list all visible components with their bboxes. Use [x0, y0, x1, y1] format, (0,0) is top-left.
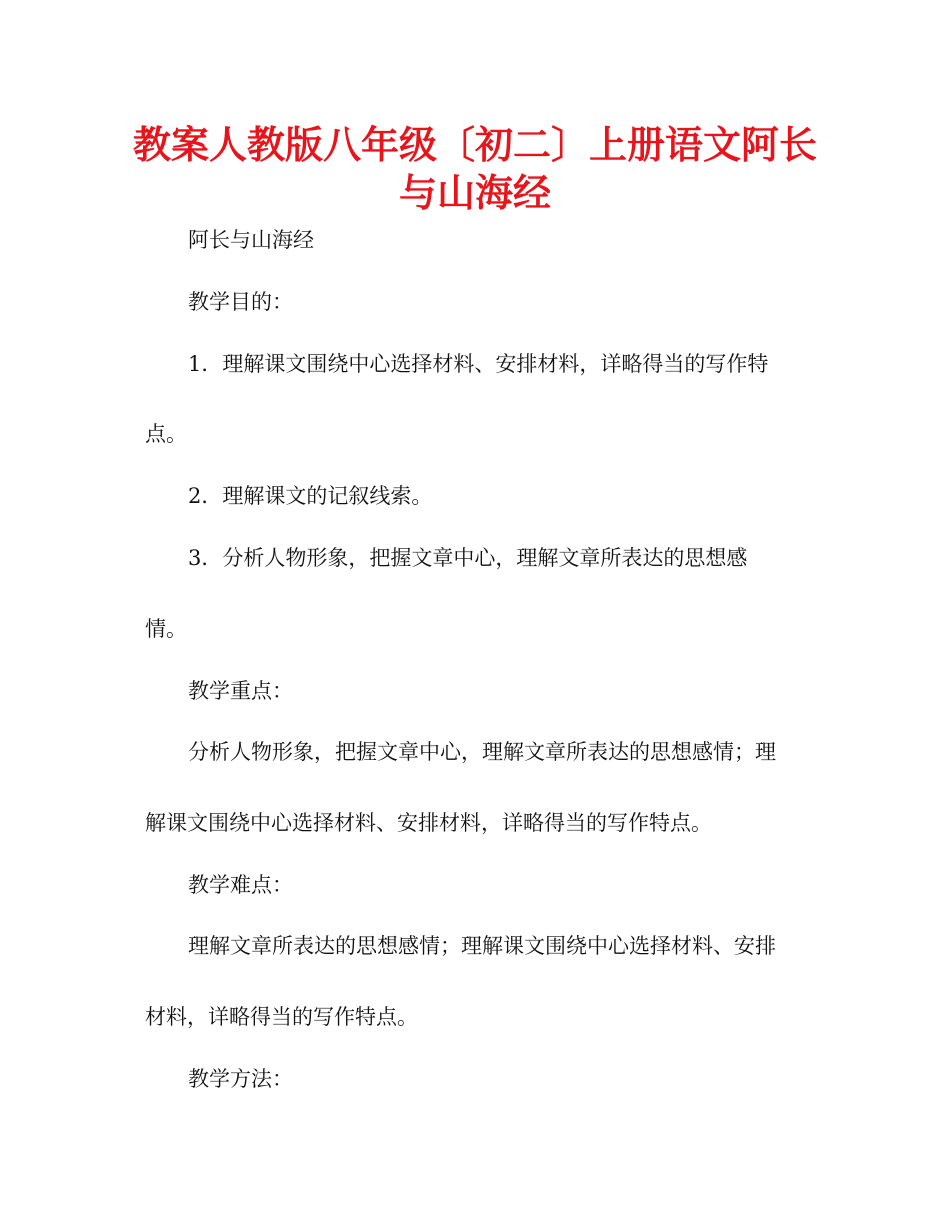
- objective-1-line-1: 1．理解课文围绕中心选择材料、安排材料，详略得当的写作特: [188, 352, 769, 376]
- objective-2: 2．理解课文的记叙线索。: [188, 484, 433, 508]
- objective-3-line-2: 情。: [145, 617, 187, 641]
- lesson-heading: 阿长与山海经: [188, 228, 314, 252]
- difficulties-line-2: 材料，详略得当的写作特点。: [145, 1005, 418, 1029]
- document-title-line-2: 与山海经: [398, 171, 551, 215]
- teaching-methods-heading: 教学方法：: [188, 1067, 293, 1091]
- teaching-objectives-heading: 教学目的：: [188, 290, 293, 314]
- difficulties-line-1: 理解文章所表达的思想感情；理解课文围绕中心选择材料、安排: [188, 934, 776, 958]
- objective-3-line-1: 3．分析人物形象，把握文章中心，理解文章所表达的思想感: [188, 546, 748, 570]
- objective-1-line-2: 点。: [145, 422, 187, 446]
- key-points-line-1: 分析人物形象，把握文章中心，理解文章所表达的思想感情；理: [188, 740, 776, 764]
- document-title-line-1: 教案人教版八年级〔初二〕上册语文阿长: [132, 123, 817, 167]
- key-points-heading: 教学重点：: [188, 679, 293, 703]
- key-points-line-2: 解课文围绕中心选择材料、安排材料，详略得当的写作特点。: [145, 811, 712, 835]
- difficulties-heading: 教学难点：: [188, 873, 293, 897]
